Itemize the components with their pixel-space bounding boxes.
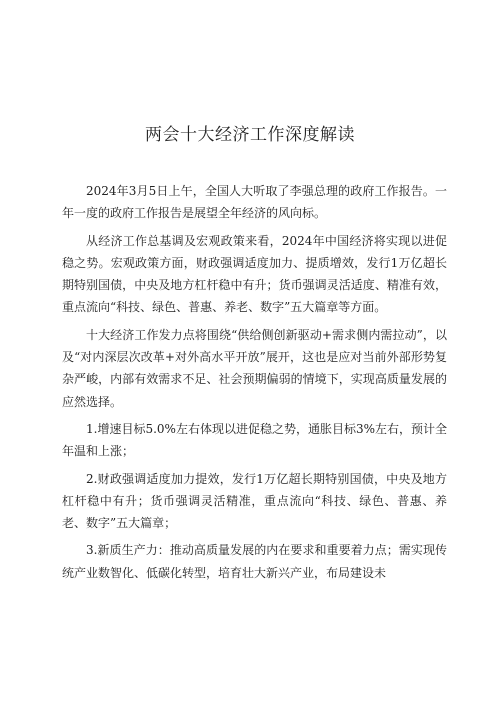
list-item-fiscal-monetary: 2.财政强调适度加力提效，发行1万亿超长期特别国债，中央及地方杠杆稳中有升；货币强调灵活精准，重点流向“科技、绿色、普惠、养老、数字”五大篇章； xyxy=(62,471,447,531)
document-body xyxy=(62,180,447,589)
document-title: 两会十大经济工作深度解读 xyxy=(145,125,355,145)
list-item-growth-target: 1.增速目标5.0%左右体现以进促稳之势，通胀目标3%左右，预计全年温和上涨； xyxy=(62,421,447,459)
paragraph-ten-focus-points: 十大经济工作发力点将围绕“供给侧创新驱动+需求侧内需拉动”，以及“对内深层次改革+对外高水平开放”展开，这也是应对当前外部形势复杂严峻，内部有效需求不足、社会预期偏弱的情境下，实现高质量发展的应然选择。 xyxy=(62,327,447,409)
paragraph-macro-policy: 从经济工作总基调及宏观政策来看，2024年中国经济将实现以进促稳之势。宏观政策方面，财政强调适度加力、提质增效，发行1万亿超长期特别国债，中央及地方杠杆稳中有升；货币强调灵活适度、精准有效，重点流向“科技、绿色、普惠、养老、数字”五大篇章等方面。 xyxy=(62,233,447,315)
list-item-new-productivity: 3.新质生产力：推动高质量发展的内在要求和重要着力点；需实现传统产业数智化、低碳化转型，培育壮大新兴产业，布局建设未 xyxy=(62,543,447,580)
paragraph-intro: 2024年3月5日上午，全国人大听取了李强总理的政府工作报告。一年一度的政府工作报告是展望全年经济的风向标。 xyxy=(62,184,447,221)
